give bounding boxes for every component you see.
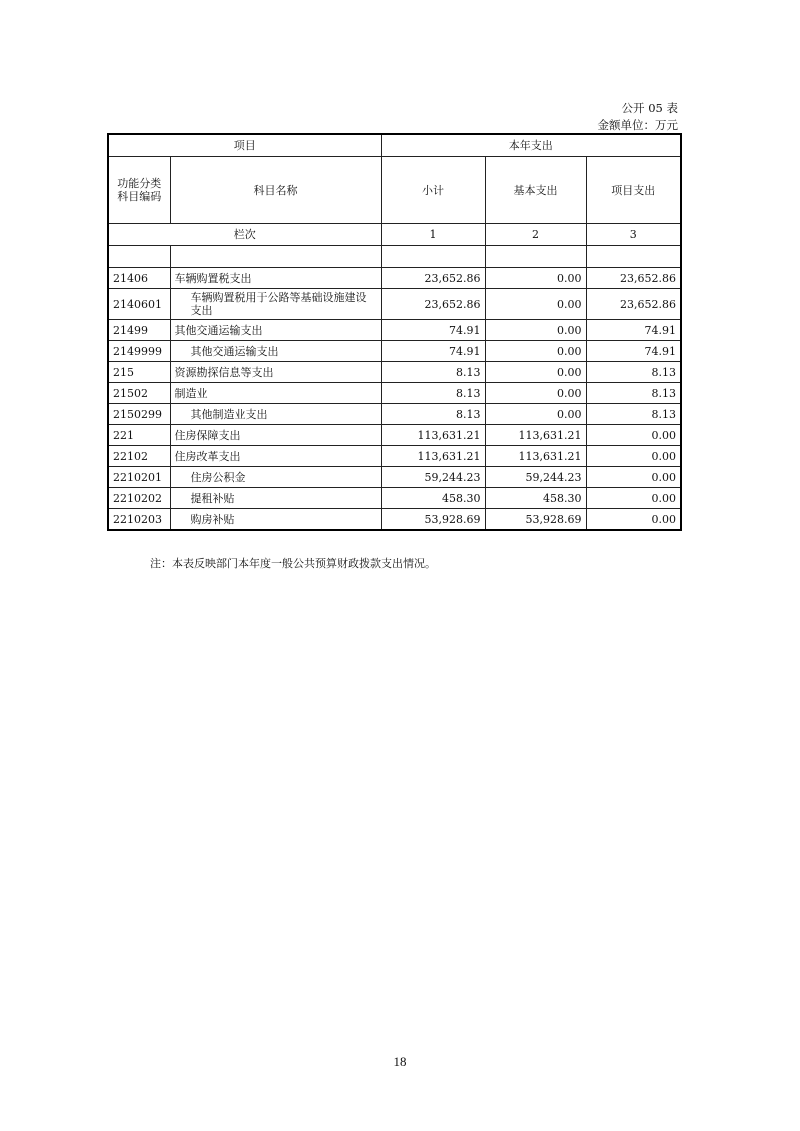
row-code: 21406 (108, 268, 170, 289)
row-basic: 59,244.23 (485, 467, 586, 488)
row-name: 制造业 (170, 383, 381, 404)
row-subtotal: 59,244.23 (381, 467, 485, 488)
row-basic: 0.00 (485, 383, 586, 404)
row-code: 21502 (108, 383, 170, 404)
row-code: 2149999 (108, 341, 170, 362)
row-name: 住房保障支出 (170, 425, 381, 446)
row-name: 住房公积金 (170, 467, 381, 488)
row-project: 8.13 (586, 404, 681, 425)
row-subtotal: 23,652.86 (381, 268, 485, 289)
row-code: 2140601 (108, 289, 170, 320)
unit-label: 金额单位：万元 (597, 118, 678, 132)
row-project: 0.00 (586, 467, 681, 488)
row-project: 0.00 (586, 488, 681, 509)
row-code: 21499 (108, 320, 170, 341)
row-subtotal: 8.13 (381, 362, 485, 383)
table-row (108, 467, 681, 488)
table-row (108, 383, 681, 404)
index-3: 3 (586, 224, 681, 246)
table-row (108, 268, 681, 289)
row-basic: 113,631.21 (485, 425, 586, 446)
index-row (108, 224, 681, 246)
row-subtotal: 8.13 (381, 404, 485, 425)
row-name: 购房补贴 (170, 509, 381, 531)
table-row (108, 509, 681, 531)
blank-cell (586, 246, 681, 268)
row-name: 提租补贴 (170, 488, 381, 509)
table-row (108, 320, 681, 341)
row-name: 其他交通运输支出 (170, 341, 381, 362)
table-row (108, 488, 681, 509)
blank-cell (381, 246, 485, 268)
row-project: 0.00 (586, 509, 681, 531)
col-name-header: 科目名称 (170, 157, 381, 224)
blank-cell (170, 246, 381, 268)
blank-cell (108, 246, 170, 268)
row-basic: 0.00 (485, 404, 586, 425)
row-project: 8.13 (586, 383, 681, 404)
form-code: 公开 05 表 (621, 101, 678, 115)
header-column-row (108, 157, 681, 224)
row-name: 住房改革支出 (170, 446, 381, 467)
row-code: 2210201 (108, 467, 170, 488)
table-row (108, 425, 681, 446)
header-group-row (108, 134, 681, 157)
row-name: 其他交通运输支出 (170, 320, 381, 341)
row-name: 资源勘探信息等支出 (170, 362, 381, 383)
row-label: 栏次 (108, 224, 381, 246)
row-subtotal: 74.91 (381, 320, 485, 341)
row-basic: 113,631.21 (485, 446, 586, 467)
row-basic: 53,928.69 (485, 509, 586, 531)
table-row (108, 289, 681, 320)
blank-cell (485, 246, 586, 268)
row-project: 74.91 (586, 320, 681, 341)
row-basic: 458.30 (485, 488, 586, 509)
row-basic: 0.00 (485, 268, 586, 289)
blank-row (108, 246, 681, 268)
budget-table (107, 133, 682, 531)
row-project: 8.13 (586, 362, 681, 383)
col-subtotal-header: 小计 (381, 157, 485, 224)
row-subtotal: 74.91 (381, 341, 485, 362)
row-subtotal: 8.13 (381, 383, 485, 404)
row-project: 23,652.86 (586, 289, 681, 320)
page-number: 18 (393, 1054, 407, 1069)
row-subtotal: 53,928.69 (381, 509, 485, 531)
row-code: 221 (108, 425, 170, 446)
row-code: 215 (108, 362, 170, 383)
row-basic: 0.00 (485, 320, 586, 341)
row-code: 2150299 (108, 404, 170, 425)
row-project: 0.00 (586, 425, 681, 446)
col-project-header: 项目支出 (586, 157, 681, 224)
row-name: 车辆购置税用于公路等基础设施建设支出 (170, 289, 381, 320)
row-name: 车辆购置税支出 (170, 268, 381, 289)
table-row (108, 404, 681, 425)
row-code: 2210202 (108, 488, 170, 509)
row-code: 22102 (108, 446, 170, 467)
col-basic-header: 基本支出 (485, 157, 586, 224)
index-2: 2 (485, 224, 586, 246)
row-project: 23,652.86 (586, 268, 681, 289)
table-row (108, 341, 681, 362)
row-project: 0.00 (586, 446, 681, 467)
index-1: 1 (381, 224, 485, 246)
col-code-header: 功能分类科目编码 (108, 157, 170, 224)
row-basic: 0.00 (485, 362, 586, 383)
row-code: 2210203 (108, 509, 170, 531)
row-name: 其他制造业支出 (170, 404, 381, 425)
row-project: 74.91 (586, 341, 681, 362)
row-subtotal: 23,652.86 (381, 289, 485, 320)
header-item: 项目 (108, 134, 381, 157)
row-subtotal: 113,631.21 (381, 425, 485, 446)
table-note: 注：本表反映部门本年度一般公共预算财政拨款支出情况。 (150, 557, 436, 570)
row-basic: 0.00 (485, 289, 586, 320)
row-subtotal: 458.30 (381, 488, 485, 509)
header-expense: 本年支出 (381, 134, 681, 157)
table-row (108, 362, 681, 383)
row-subtotal: 113,631.21 (381, 446, 485, 467)
row-basic: 0.00 (485, 341, 586, 362)
table-row (108, 446, 681, 467)
